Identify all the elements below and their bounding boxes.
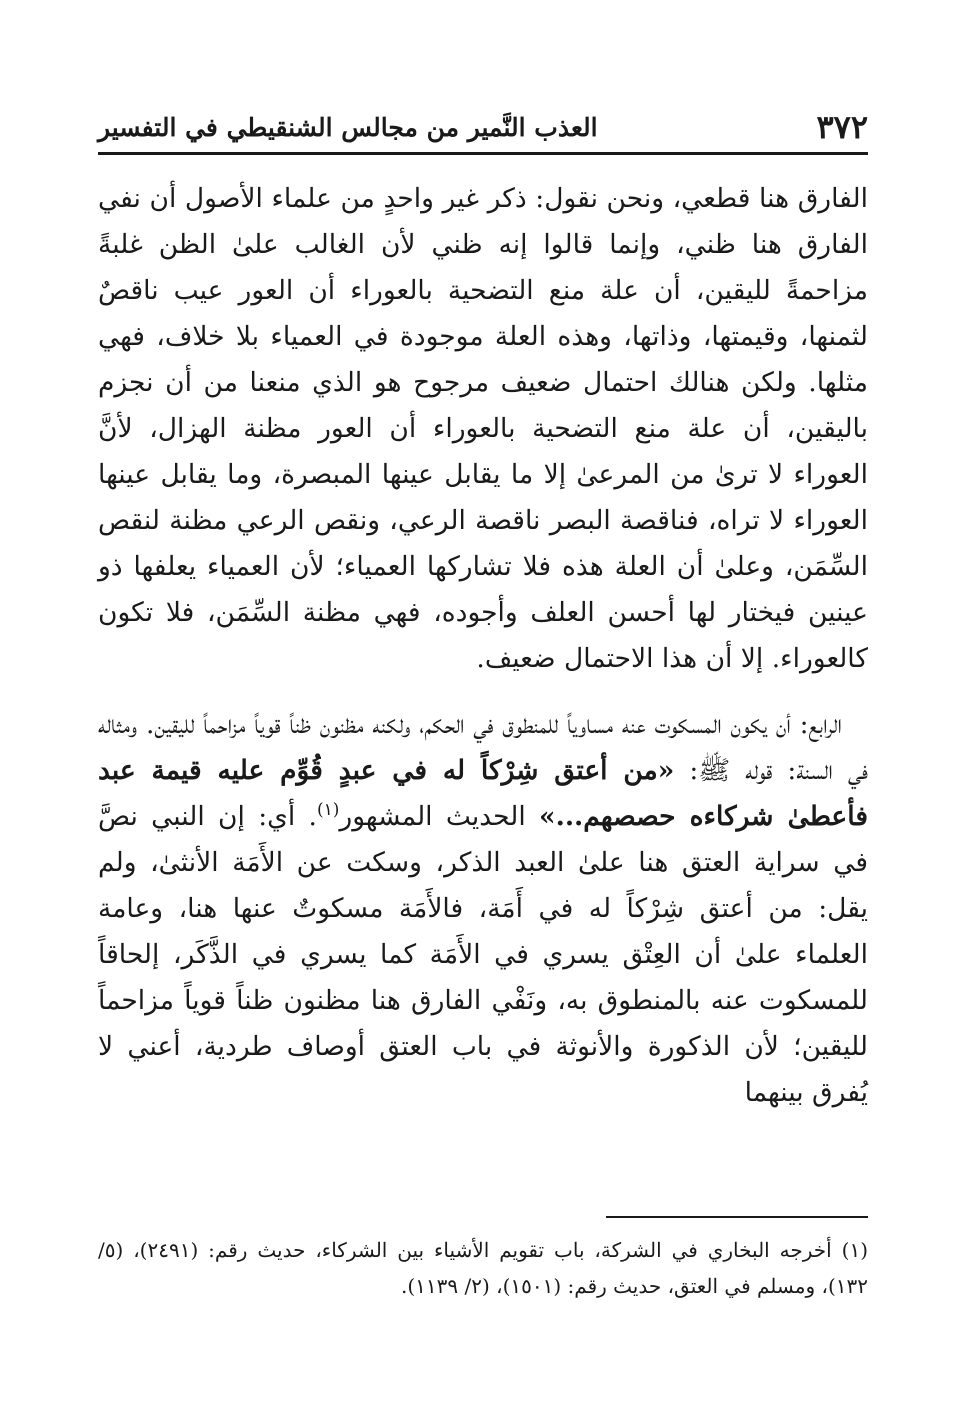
paragraph-1: الفارق هنا قطعي، ونحن نقول: ذكر غير واحدٍ من علماء الأصول أن نفي الفارق هنا ظني، وإنما قالوا إنه ظني لأن الغالب علىٰ الظن غلبةً مزاحمةً لليقين، أن علة منع التضحية بالعوراء أن العور عيب ناقصٌ لثمنها، وقيمتها، وذاتها، وهذه العلة موجودة في العمياء بلا خلاف، فهي مثلها. ولكن هنالك احتمال ضعيف مرجوح هو الذي منعنا من أن نجزم باليقين، أن علة منع التضحية بالعوراء أن العور مظنة الهزال، لأنَّ العوراء لا ترىٰ من المرعىٰ إلا ما يقابل عينها المبصرة، وما يقابل عينها العوراء لا تراه، فناقصة البصر ناقصة الرعي، ونقص الرعي مظنة لنقص السِّمَن، وعلىٰ أن العلة هذه فلا تشاركها العمياء؛ لأن العمياء يعلفها ذو عينين فيختار لها أحسن العلف وأجوده، فهي مظنة السِّمَن، فلا تكون كالعوراء. إلا أن هذا الاحتمال ضعيف. — [98, 183, 868, 674]
paragraph-2-intro: الرابع: أن يكون المسكوت عنه مساوياً للمنطوق في الحكم، ولكنه مظنون ظناً قوياً مزاحماً لليقين. ومثاله في السنة: قوله ﷺ: — [98, 709, 868, 786]
footnotes — [98, 1232, 868, 1304]
footnote-1: (١) أخرجه البخاري في الشركة، باب تقويم الأشياء بين الشركاء، حديث رقم: (٢٤٩١)، (٥/ ١٣٢)، ومسلم في العتق، حديث رقم: (١٥٠١)، (٢/ ١١٣٩). — [98, 1238, 868, 1298]
paragraph-2-hadith-note: الحديث المشهور — [339, 801, 540, 832]
paragraph-2-body: . أي: إن النبي نصَّ في سراية العتق هنا علىٰ العبد الذكر، وسكت عن الأَمَة الأنثىٰ، ولم يقل: من أعتق شِرْكاً له في أَمَة، فالأَمَة مسكوتٌ عنها هنا، وعامة العلماء علىٰ أن العِتْق يسري في الأَمَة كما يسري في الذَّكَر، إلحاقاً للمسكوت عنه بالمنطوق به، ونَفْي الفارق هنا مظنون ظناً قوياً مزاحماً لليقين؛ لأن الذكورة والأنوثة في باب العتق أوصاف طردية، أعني لا يُفرق بينهما — [98, 801, 868, 1108]
page-header — [98, 104, 868, 150]
main-text — [98, 176, 868, 1116]
hadith-quote: «من أعتق شِرْكاً له في عبدٍ قُوِّم عليه قيمة عبد فأعطىٰ شركاءه حصصهم...» — [98, 755, 868, 832]
paragraph-2 — [98, 702, 868, 1116]
header-rule — [98, 152, 868, 155]
footnote-rule — [606, 1216, 868, 1218]
running-title: العذب النَّمير من مجالس الشنقيطي في التفسير — [98, 112, 598, 142]
page-number: ٣٧٢ — [816, 108, 868, 146]
footnote-reference: (١) — [316, 800, 340, 821]
